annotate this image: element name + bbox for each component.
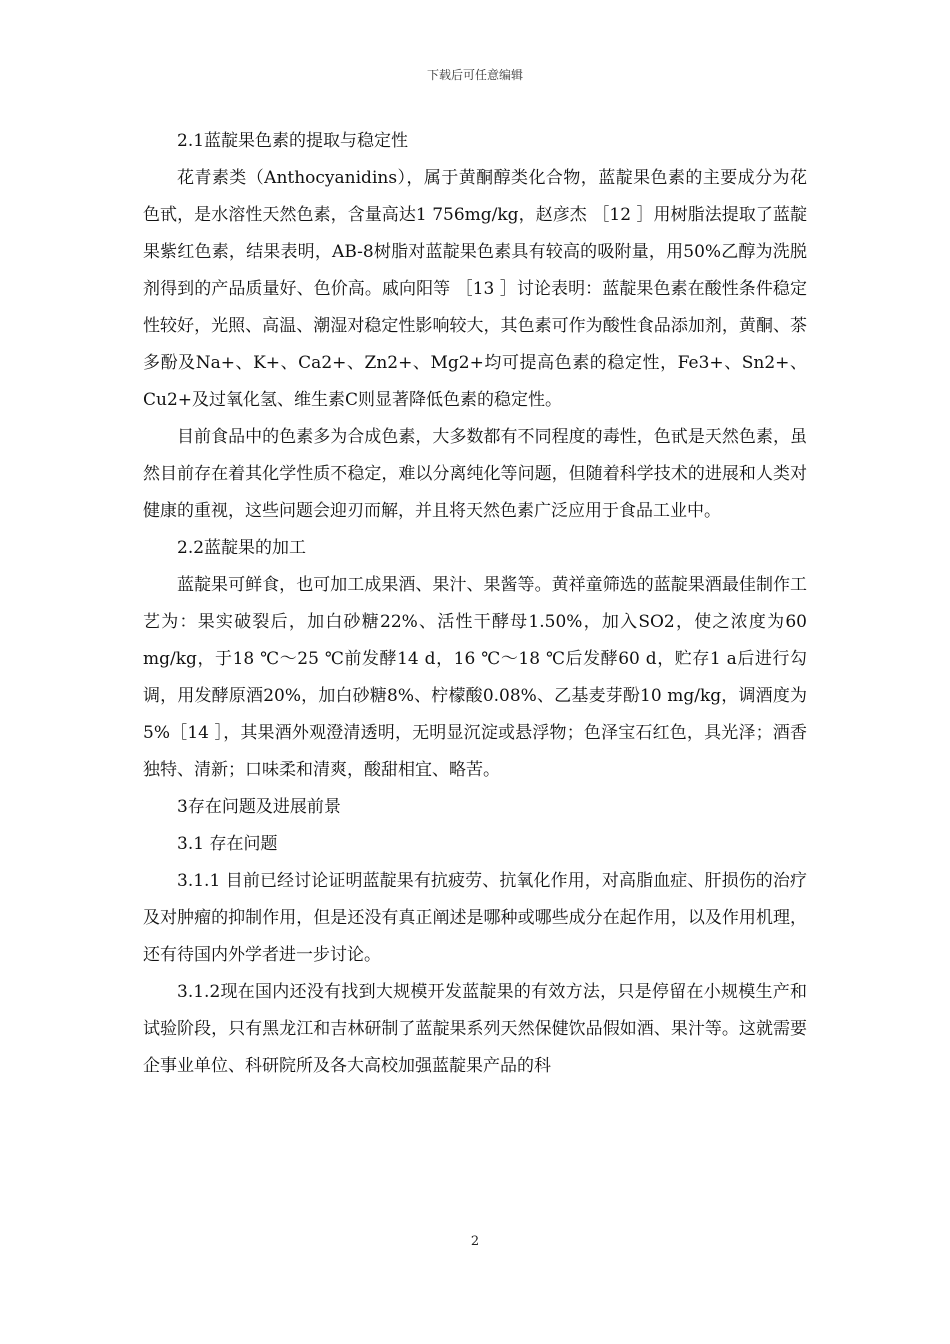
- section-heading-2-2: 2.2蓝靛果的加工: [177, 538, 307, 558]
- paragraph-anthocyanidins: 花青素类（Anthocyanidins），属于黄酮醇类化合物，蓝靛果色素的主要成分为花色甙，是水溶性天然色素，含量高达1 756mg/kg，赵彦杰 ［12 ］用树脂法提取了蓝靛果紫红色素，结果表明，AB-8树脂对蓝靛果色素具有较高的吸附量，用50%乙醇为洗脱剂得到的产品质量好、色价高。戚向阳等 ［13 ］讨论表明：蓝靛果色素在酸性条件稳定性较好，光照、高温、潮湿对稳定性影响较大，其色素可作为酸性食品添加剂，黄酮、茶多酚及Na+、K+、Ca2+、Zn2+、Mg2+均可提高色素的稳定性，Fe3+、Sn2+、Cu2+及过氧化氢、维生素C则显著降低色素的稳定性。: [143, 168, 807, 410]
- page-number: 2: [470, 1234, 480, 1249]
- paragraph-synthetic-pigments: 目前食品中的色素多为合成色素，大多数都有不同程度的毒性，色甙是天然色素，虽然目前存在着其化学性质不稳定，难以分离纯化等问题，但随着科学技术的进展和人类对健康的重视，这些问题会迎刃而解，并且将天然色素广泛应用于食品工业中。: [143, 427, 807, 521]
- paragraph-processing: 蓝靛果可鲜食，也可加工成果酒、果汁、果酱等。黄祥童筛选的蓝靛果酒最佳制作工艺为：果实破裂后，加白砂糖22%、活性干酵母1.50%，加入SO2，使之浓度为60 mg/kg，于18 ℃～25 ℃前发酵14 d，16 ℃～18 ℃后发酵60 d，贮存1 a后进行勾调，用发酵原酒20%，加白砂糖8%、柠檬酸0.08%、乙基麦芽酚10 mg/kg，调酒度为5%［14 ］，其果酒外观澄清透明，无明显沉淀或悬浮物；色泽宝石红色，具光泽；酒香独特、清新；口味柔和清爽，酸甜相宜、略苦。: [143, 575, 807, 780]
- page-header: 下载后可任意编辑: [426, 68, 523, 82]
- section-heading-2-1: 2.1蓝靛果色素的提取与稳定性: [177, 131, 409, 151]
- document-body: [143, 123, 807, 1085]
- paragraph-3-1-1: 3.1.1 目前已经讨论证明蓝靛果有抗疲劳、抗氧化作用，对高脂血症、肝损伤的治疗及对肿瘤的抑制作用，但是还没有真正阐述是哪种或哪些成分在起作用，以及作用机理，还有待国内外学者进一步讨论。: [143, 871, 807, 965]
- paragraph-3-1-2: 3.1.2现在国内还没有找到大规模开发蓝靛果的有效方法，只是停留在小规模生产和试验阶段，只有黑龙江和吉林研制了蓝靛果系列天然保健饮品假如酒、果汁等。这就需要企事业单位、科研院所及各大高校加强蓝靛果产品的科: [143, 982, 807, 1076]
- section-heading-3-1: 3.1 存在问题: [177, 834, 278, 854]
- section-heading-3: 3存在问题及进展前景: [177, 797, 341, 817]
